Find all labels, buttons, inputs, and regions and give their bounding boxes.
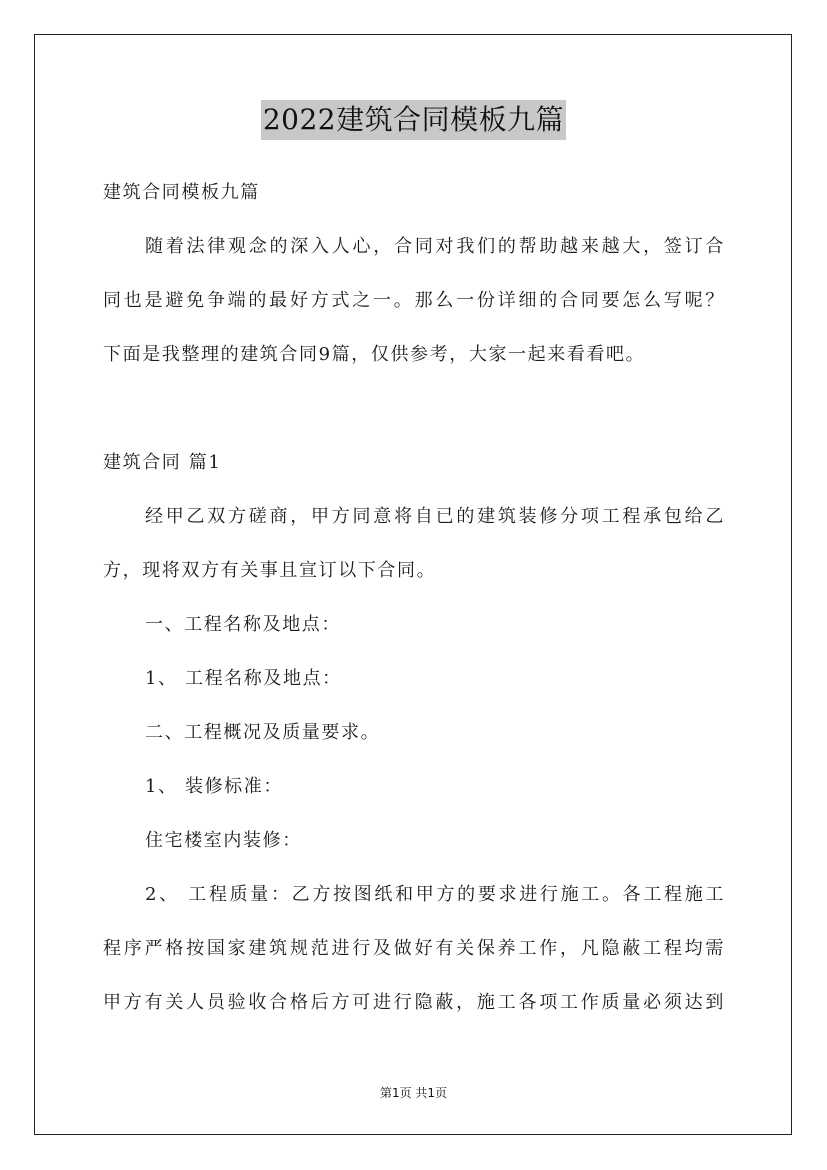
intro-line: 下面是我整理的建筑合同9篇，仅供参考，大家一起来看看吧。 <box>103 344 646 365</box>
body-line: 经甲乙双方磋商，甲方同意将自已的建筑装修分项工程承包给乙 <box>145 506 725 527</box>
body-line: 方，现将双方有关事且宣订以下合同。 <box>103 560 437 581</box>
intro-line: 随着法律观念的深入人心，合同对我们的帮助越来越大，签订合 <box>145 236 725 257</box>
body-line: 住宅楼室内装修： <box>145 830 302 851</box>
title-area <box>0 100 827 140</box>
body-line: 甲方有关人员验收合格后方可进行隐蔽，施工各项工作质量必须达到 <box>103 992 725 1013</box>
document-body <box>103 175 725 1039</box>
body-line: 1、 装修标准： <box>145 776 283 797</box>
section-heading: 建筑合同 篇1 <box>103 452 222 473</box>
page-footer: 第1页 共1页 <box>379 1086 448 1100</box>
body-line: 二、工程概况及质量要求。 <box>145 722 381 743</box>
body-line: 1、 工程名称及地点： <box>145 668 342 689</box>
intro-line: 同也是避免争端的最好方式之一。那么一份详细的合同要怎么写呢？ <box>103 290 725 311</box>
body-line: 程序严格按国家建筑规范进行及做好有关保养工作，凡隐蔽工程均需 <box>103 938 725 959</box>
document-subtitle: 建筑合同模板九篇 <box>103 182 260 203</box>
document-title: 2022建筑合同模板九篇 <box>261 100 566 140</box>
paragraph-gap <box>103 391 725 445</box>
body-line: 一、工程名称及地点： <box>145 614 341 635</box>
body-line: 2、 工程质量：乙方按图纸和甲方的要求进行施工。各工程施工 <box>145 884 725 905</box>
